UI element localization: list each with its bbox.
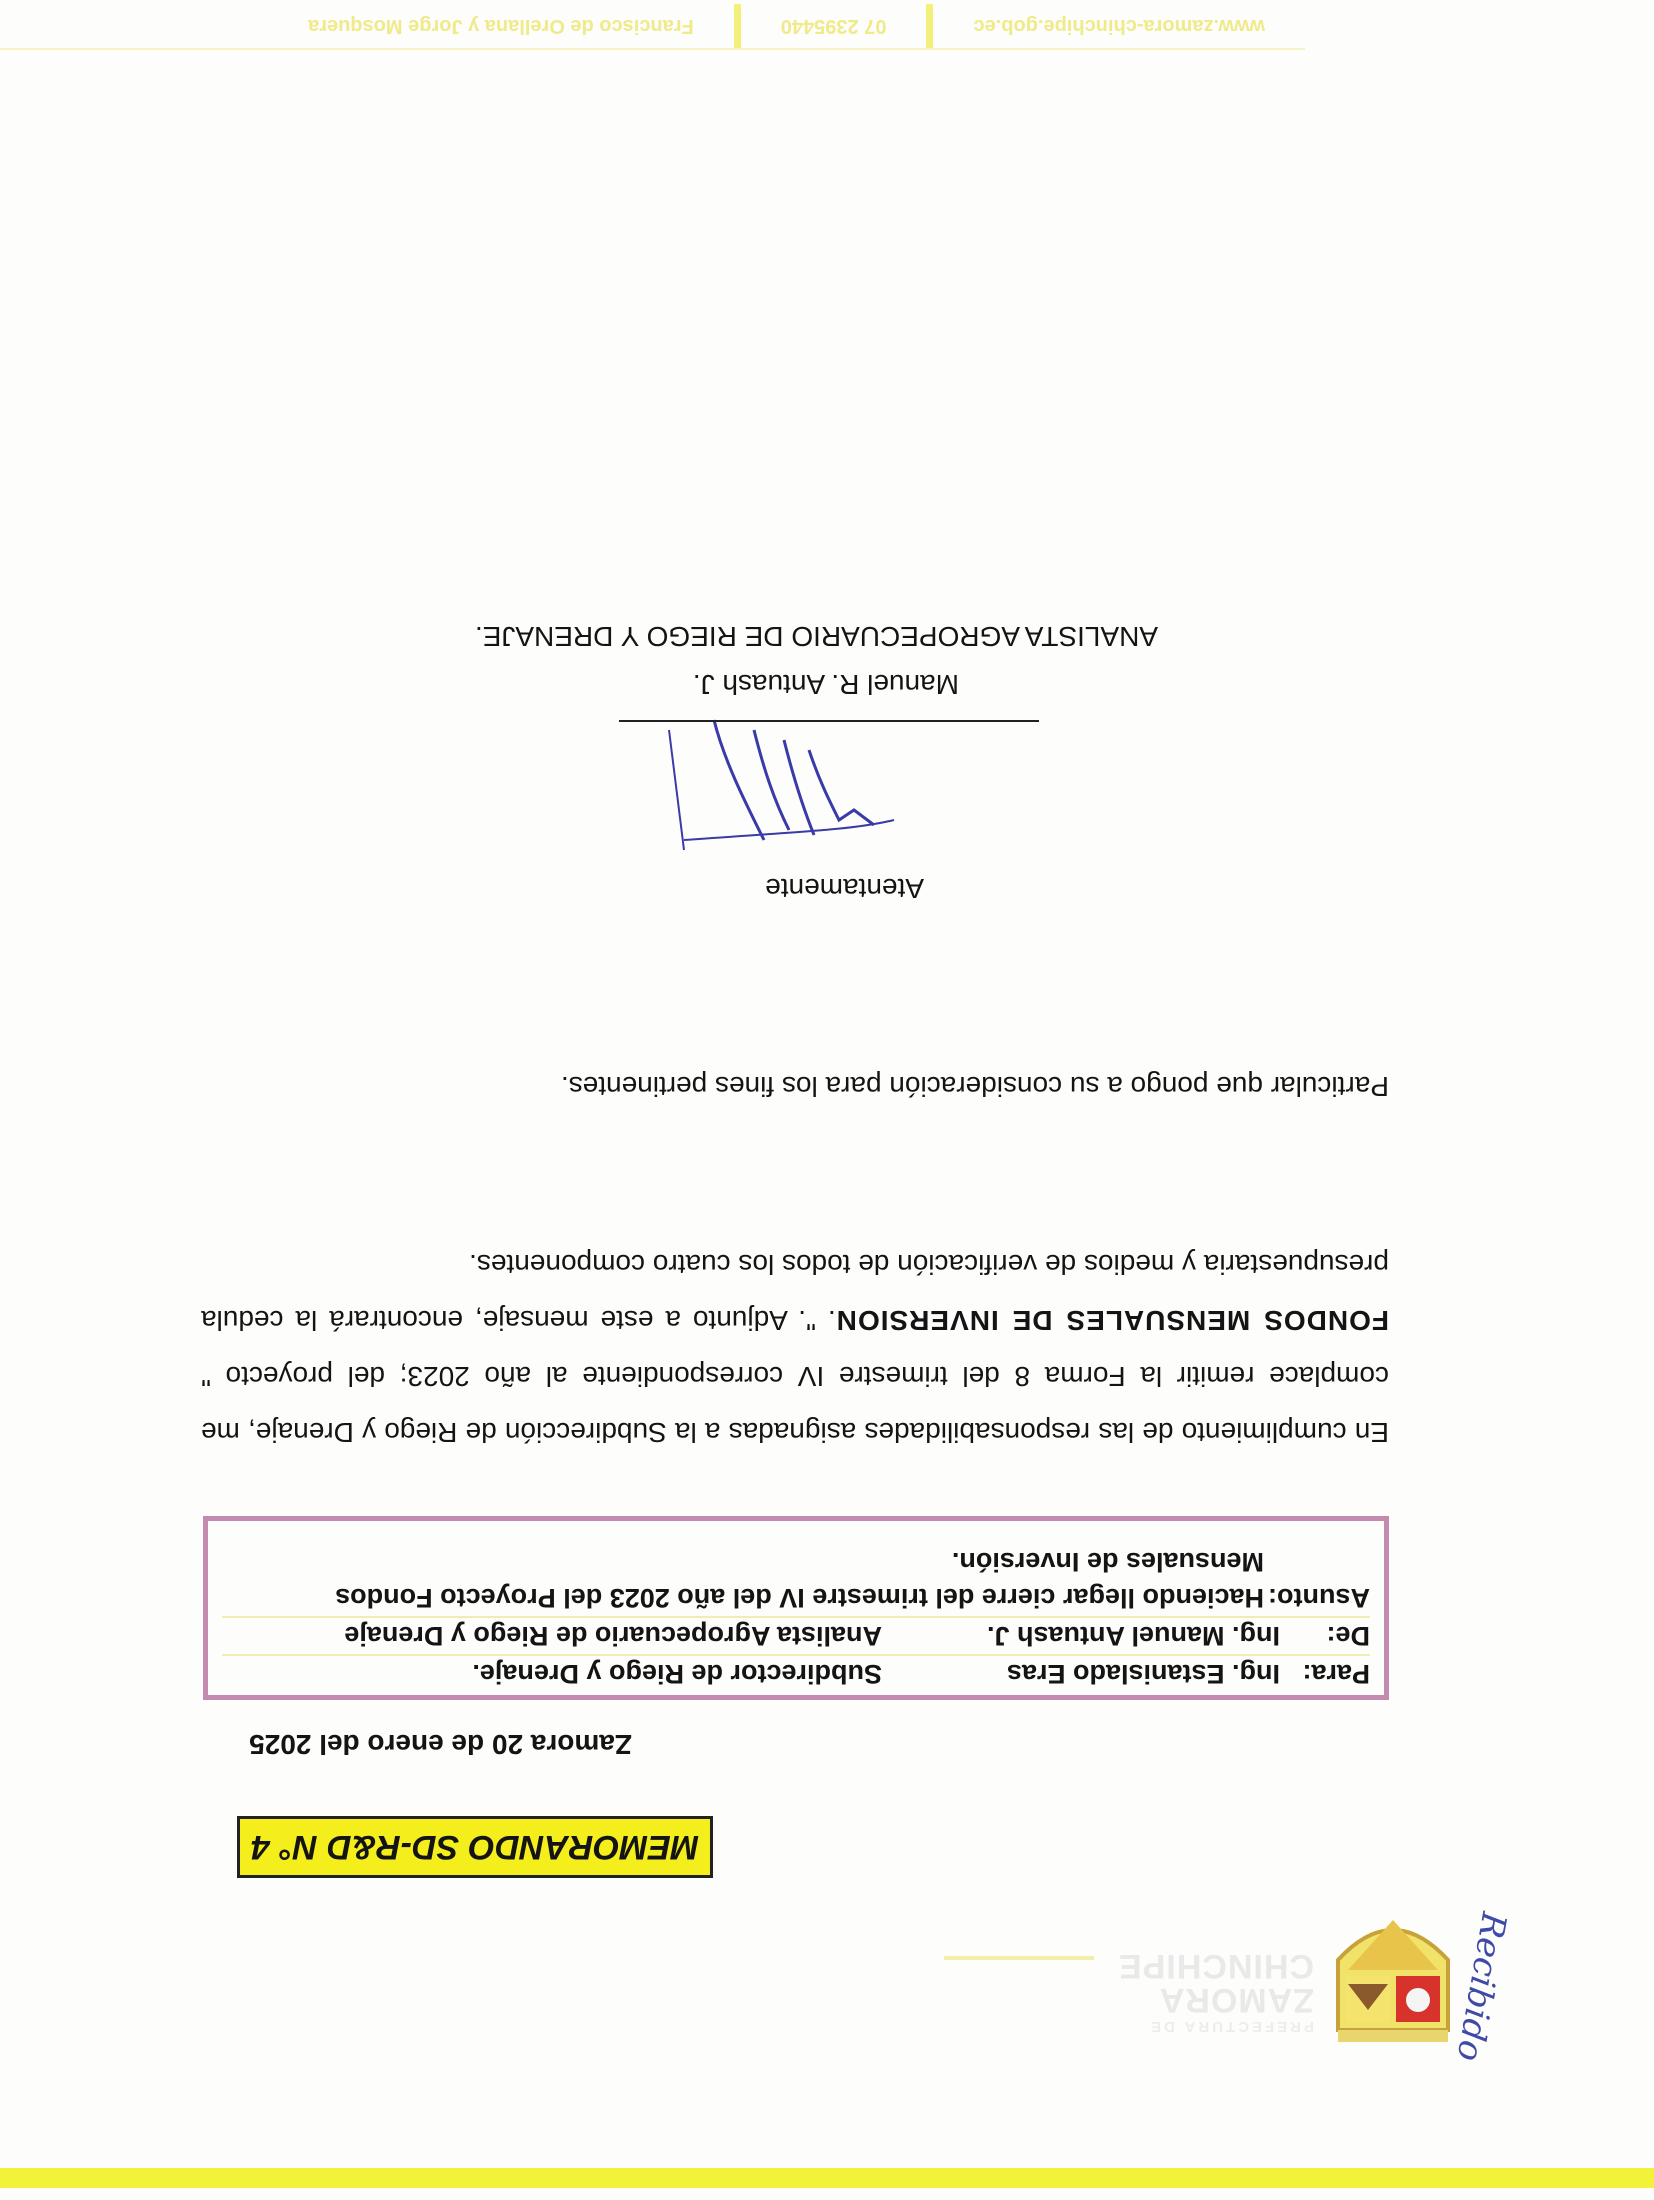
body-text-part-1: En cumplimiento de las responsabilidades asignadas a la Subdirección de Riego y Drenaje, me complace remitir la Forma 8 del trimestre IV correspondiente al año 2023; del proyecto ": [201, 1361, 1389, 1448]
de-role: Analista Agropecuario de Riego y Drenaje: [344, 1621, 882, 1651]
org-line-3: CHINCHIPE: [1117, 1947, 1314, 1985]
body-paragraph: [201, 1236, 1389, 1460]
closing-sentence: Particular que pongo a su consideración para los fines pertinentes.: [560, 1071, 1389, 1102]
org-line-2: ZAMORA: [1158, 1981, 1314, 2019]
handwritten-receipt-mark: Recibido: [1448, 1909, 1514, 2065]
header-row-asunto: [222, 1544, 1370, 1616]
footer-separator: [734, 4, 741, 48]
project-name: FONDOS MENSUALES DE INVERSION: [835, 1305, 1389, 1336]
para-role: Subdirector de Riego y Drenaje.: [472, 1659, 882, 1689]
memo-header-box: [203, 1516, 1389, 1700]
asunto-text: Haciendo llegar cierre del trimestre IV del año 2023 del Proyecto Fondos Mensuales de Inversión.: [335, 1547, 1264, 1613]
org-line-1: PREFECTURA DE: [1148, 2018, 1314, 2035]
memo-title: MEMORANDO SD-R&D N° 4: [237, 1816, 713, 1878]
signature-line: [619, 720, 1039, 722]
header-row-para: [222, 1654, 1370, 1692]
signer-name: Manuel R. Antuash J.: [692, 669, 959, 700]
signer-title: ANALISTA AGROPECUARIO DE RIEGO Y DRENAJE.: [474, 621, 1158, 652]
handwritten-signature: [594, 710, 1014, 860]
footer-phone: 07 2395440: [780, 15, 887, 38]
footer-web: www.zamora-chinchipe.gob.ec: [973, 15, 1265, 38]
letterhead-org-name: [1084, 1949, 1314, 2035]
footer-separator: [926, 4, 933, 48]
prefectura-crest-logo: [1328, 1900, 1458, 2050]
header-row-de: [222, 1616, 1370, 1654]
footer-address: Francisco de Orellana y Jorge Mosquera: [308, 15, 694, 38]
salutation: Atentamente: [765, 873, 924, 904]
letterhead-rule: [944, 1956, 1094, 1960]
body-text-part-2: . ". Adjunto a este mensaje, encontrará la cedula presupuestaria y medios de verificación de todos los cuatro componentes.: [201, 1249, 1389, 1336]
de-name: Ing. Manuel Antuash J.: [986, 1621, 1280, 1651]
memo-date: Zamora 20 de enero del 2025: [249, 1729, 632, 1760]
top-yellow-bar: [0, 2168, 1654, 2188]
asunto-label: Asunto:: [1268, 1583, 1370, 1613]
para-label: Para:: [1302, 1659, 1370, 1689]
footer-contact-strip: [0, 4, 1305, 50]
para-name: Ing. Estanislado Eras: [1006, 1659, 1280, 1689]
de-label: De:: [1326, 1621, 1370, 1651]
